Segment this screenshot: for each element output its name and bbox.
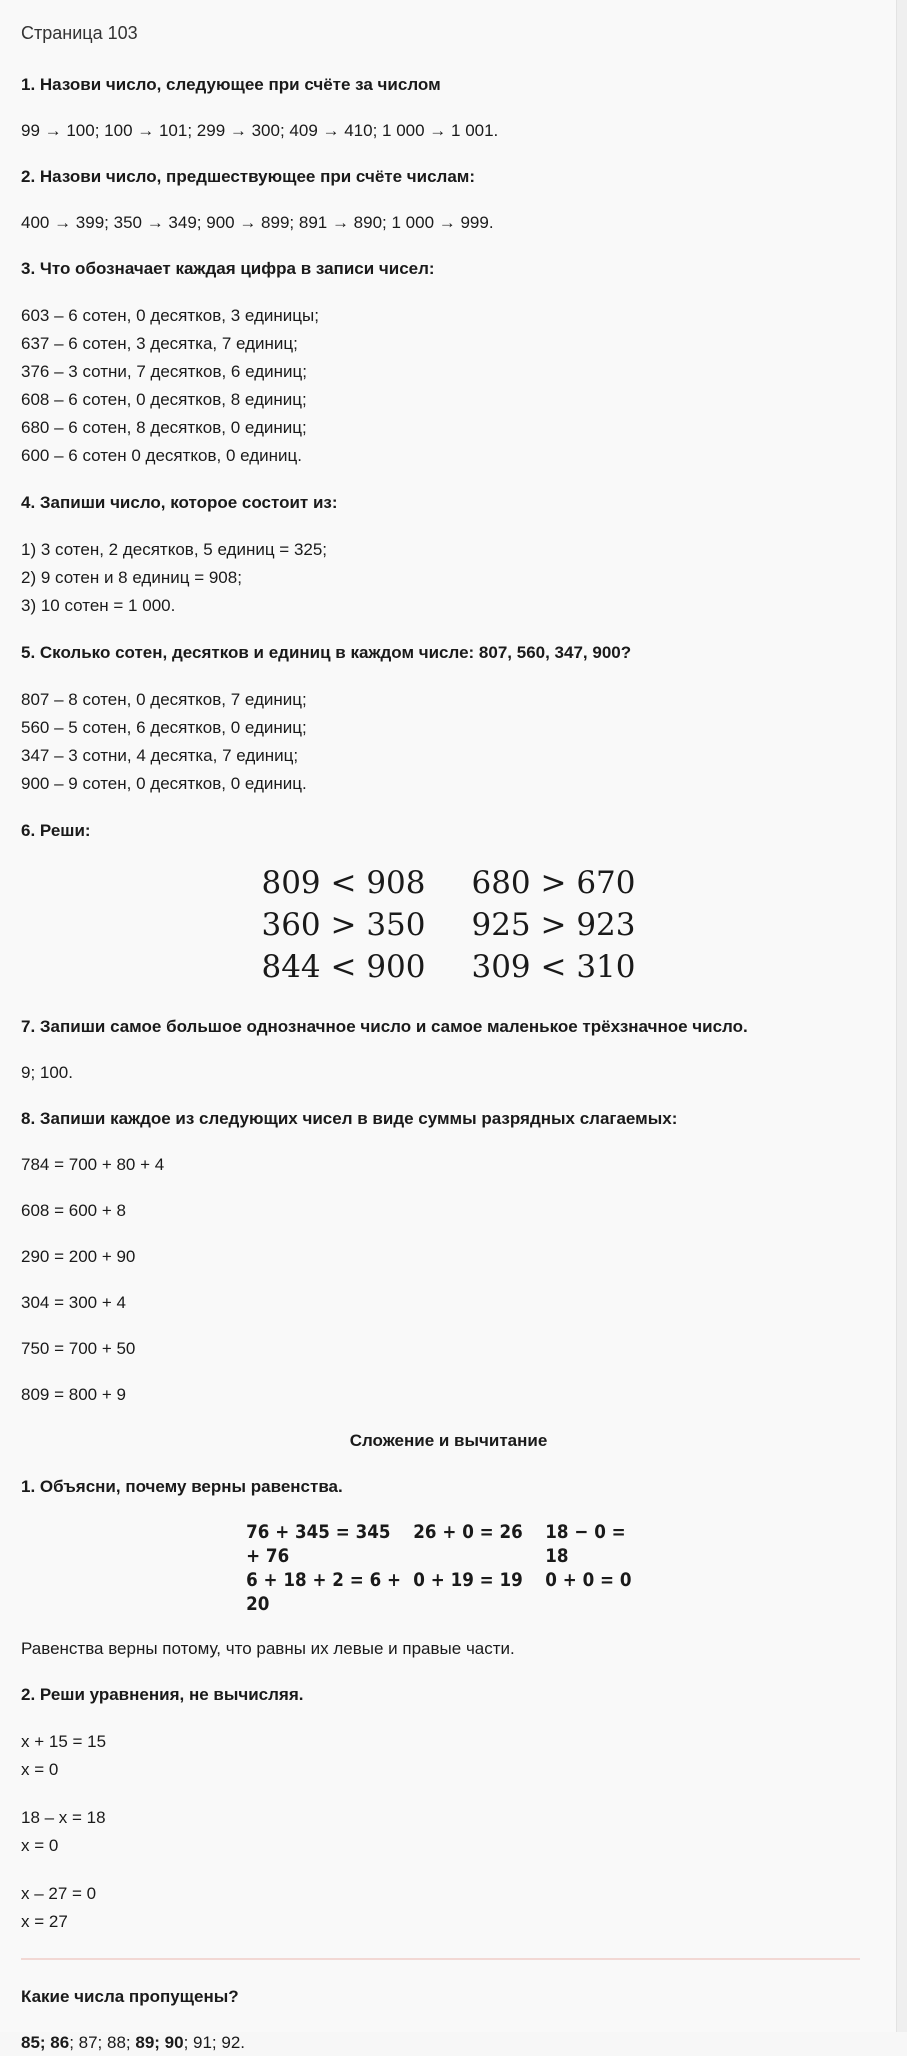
answer-missing (21, 2030, 876, 2056)
comparison: 844 < 900 (261, 949, 426, 985)
answer-8-line: 290 = 200 + 90 (21, 1247, 136, 1266)
equality: 0 + 19 = 19 (413, 1569, 523, 1591)
question-1: 1. Назови число, следующее при счёте за числом (21, 75, 441, 94)
question-7: 7. Запиши самое большое однозначное число и самое маленькое трёхзначное число. (21, 1017, 748, 1036)
answer-line: 376 – 3 сотни, 7 десятков, 6 единиц; (21, 362, 307, 381)
equalities-formula (72, 1520, 824, 1616)
question-6: 6. Реши: (21, 821, 91, 840)
answer-8-line: 608 = 600 + 8 (21, 1201, 126, 1220)
question-4: 4. Запиши число, которое состоит из: (21, 493, 338, 512)
answer-3 (21, 302, 876, 470)
answer-bold-part: 89; 90 (135, 2033, 184, 2052)
answer-line: 603 – 6 сотен, 0 десятков, 3 единицы; (21, 306, 319, 325)
section-subheading: Сложение и вычитание (349, 1431, 548, 1450)
answer-8-line: 304 = 300 + 4 (21, 1293, 126, 1312)
answer-part: ; 87; 88; (69, 2033, 136, 2052)
equation-block (21, 1804, 876, 1860)
equation: x – 27 = 0 (21, 1884, 97, 1903)
equation-solution: x = 0 (21, 1836, 59, 1855)
answer-2: 400 → 399; 350 → 349; 900 → 899; 891 → 890; 1 000 → 999. (21, 213, 494, 232)
answer-7: 9; 100. (21, 1063, 73, 1082)
answer-5 (21, 686, 876, 798)
answer-1: 99 → 100; 100 → 101; 299 → 300; 409 → 410; 1 000 → 1 001. (21, 121, 499, 140)
question-s1: 1. Объясни, почему верны равенства. (21, 1477, 343, 1496)
divider (21, 1958, 860, 1960)
answer-part: ; 91; 92. (183, 2033, 246, 2052)
comparison: 360 > 350 (261, 907, 426, 943)
equation: x + 15 = 15 (21, 1732, 107, 1751)
answer-line: 680 – 6 сотен, 8 десятков, 0 единиц; (21, 418, 307, 437)
equation-block (21, 1728, 876, 1784)
answer-line: 900 – 9 сотен, 0 десятков, 0 единиц. (21, 774, 307, 793)
equality: 6 + 18 + 2 = 6 + 20 (246, 1569, 402, 1615)
answer-line: 347 – 3 сотни, 4 десятка, 7 единиц; (21, 746, 299, 765)
comparison: 925 > 923 (471, 907, 636, 943)
question-5: 5. Сколько сотен, десятков и единиц в каждом числе: 807, 560, 347, 900? (21, 643, 632, 662)
question-s2: 2. Реши уравнения, не вычисляя. (21, 1685, 304, 1704)
equality: 76 + 345 = 345 + 76 (246, 1521, 391, 1567)
answer-8-line: 784 = 700 + 80 + 4 (21, 1155, 165, 1174)
scrollbar-track[interactable] (896, 0, 907, 2032)
equation-solution: x = 27 (21, 1912, 68, 1931)
question-3: 3. Что обозначает каждая цифра в записи чисел: (21, 259, 435, 278)
equality: 18 − 0 = 18 (545, 1521, 626, 1567)
equality: 0 + 0 = 0 (545, 1569, 632, 1591)
equation-solution: x = 0 (21, 1760, 59, 1779)
answer-line: 637 – 6 сотен, 3 десятка, 7 единиц; (21, 334, 298, 353)
comparison: 309 < 310 (471, 949, 636, 985)
answer-line: 608 – 6 сотен, 0 десятков, 8 единиц; (21, 390, 307, 409)
answer-line: 600 – 6 сотен 0 десятков, 0 единиц. (21, 446, 302, 465)
answer-line: 560 – 5 сотен, 6 десятков, 0 единиц; (21, 718, 307, 737)
answer-s1: Равенства верны потому, что равны их левые и правые части. (21, 1639, 515, 1658)
question-missing: Какие числа пропущены? (21, 1987, 239, 2006)
answer-bold-part: 85; 86 (21, 2033, 70, 2052)
comparison: 809 < 908 (261, 865, 426, 901)
answer-8-line: 750 = 700 + 50 (21, 1339, 136, 1358)
equation-block (21, 1880, 876, 1936)
equality: 26 + 0 = 26 (413, 1521, 523, 1543)
answer-8-line: 809 = 800 + 9 (21, 1385, 126, 1404)
question-8: 8. Запиши каждое из следующих чисел в виде суммы разрядных слагаемых: (21, 1109, 678, 1128)
equation: 18 – x = 18 (21, 1808, 106, 1827)
comparison: 680 > 670 (471, 865, 636, 901)
page-title: Страница 103 (21, 23, 138, 43)
answer-line: 1) 3 сотен, 2 десятков, 5 единиц = 325; (21, 540, 328, 559)
question-2: 2. Назови число, предшествующее при счёте числам: (21, 167, 476, 186)
answer-line: 2) 9 сотен и 8 единиц = 908; (21, 568, 242, 587)
answer-line: 3) 10 сотен = 1 000. (21, 596, 176, 615)
answer-4 (21, 536, 876, 620)
comparisons-formula (21, 864, 876, 986)
answer-line: 807 – 8 сотен, 0 десятков, 7 единиц; (21, 690, 307, 709)
